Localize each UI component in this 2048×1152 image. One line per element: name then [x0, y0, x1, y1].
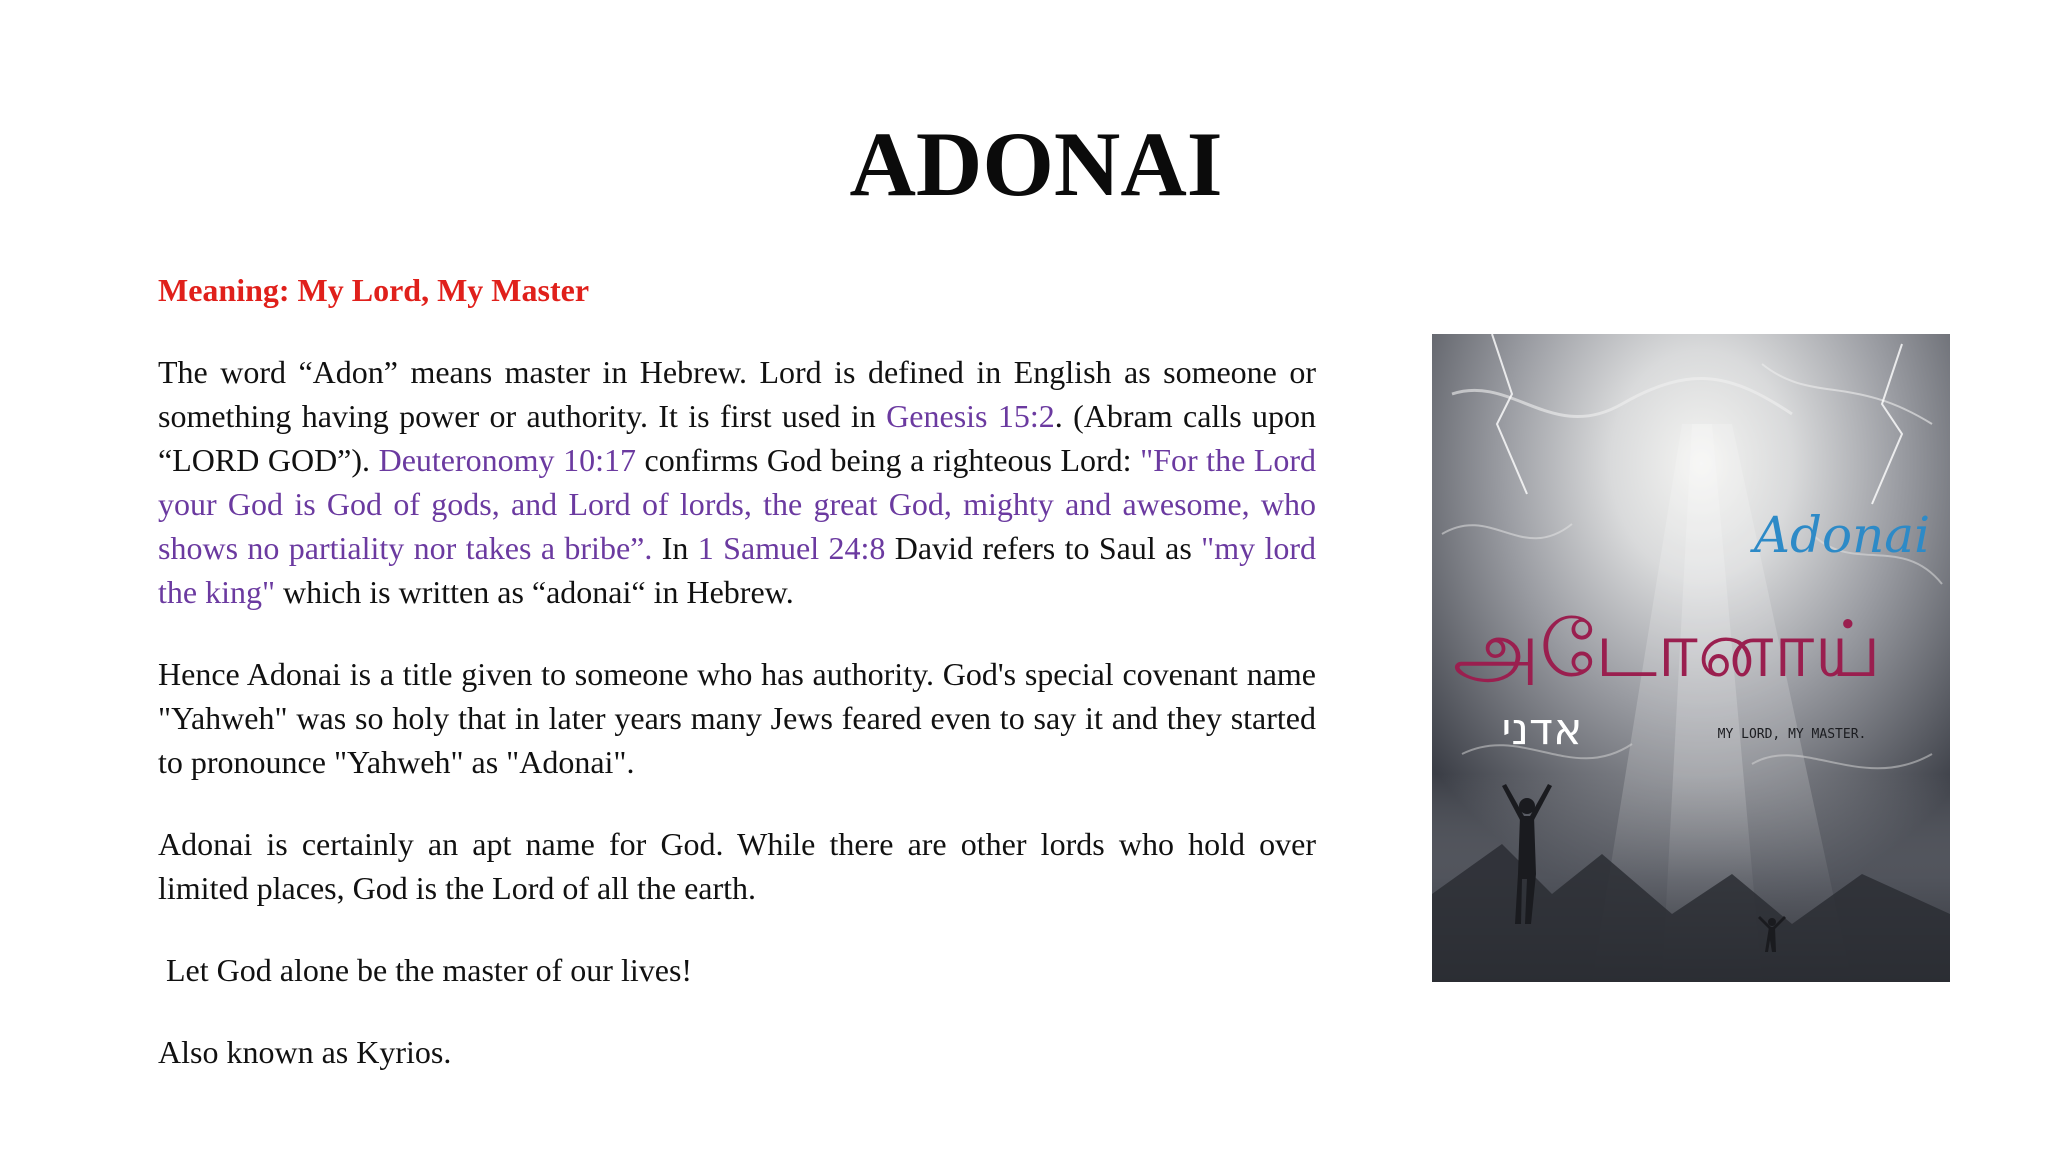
page-title: ADONAI [849, 113, 1223, 215]
reference-samuel: 1 Samuel 24:8 [697, 530, 886, 566]
image-word-latin: Adonai [1753, 506, 1931, 564]
image-word-tamil: அடோனாய் [1452, 605, 1882, 695]
text-segment: which is written as “adonai“ in Hebrew. [275, 574, 794, 610]
paragraph-exhortation: Let God alone be the master of our lives! [158, 952, 693, 988]
text-segment: The word “Adon” means master in Hebrew. Lord is defined in English as someone or something having power or authority. It is first used in [158, 354, 1316, 434]
text-segment: confirms God being a righteous Lord: [635, 442, 1141, 478]
image-caption: MY LORD, MY MASTER. [1717, 727, 1867, 742]
paragraph-definition [158, 350, 1316, 614]
meaning-heading: Meaning: My Lord, My Master [158, 272, 590, 308]
reference-deuteronomy: Deuteronomy 10:17 [378, 442, 636, 478]
reference-genesis: Genesis 15:2 [886, 398, 1055, 434]
scripture-quote-king: "my lord the king" [158, 530, 1317, 610]
artwork-svg [1432, 334, 1950, 982]
scripture-quote: "For the Lord your God is God of gods, and Lord of lords, the great God, mighty and awesome, who shows no partiality nor takes a bribe”. [158, 442, 1317, 566]
adonai-artwork [1432, 334, 1950, 982]
paragraph-apt-name: Adonai is certainly an apt name for God. While there are other lords who hold over limited places, God is the Lord of all the earth. [158, 826, 1316, 906]
image-word-hebrew: אדני [1501, 704, 1583, 755]
paragraph-title-authority: Hence Adonai is a title given to someone who has authority. God's special covenant name "Yahweh" was so holy that in later years many Jews feared even to say it and they started to pronounce "Yahweh" as "Adonai". [158, 656, 1316, 780]
text-segment: In [652, 530, 698, 566]
text-segment: . (Abram calls upon “LORD GOD”). [158, 398, 1317, 478]
paragraph-also-known: Also known as Kyrios. [158, 1034, 452, 1070]
text-segment: David refers to Saul as [885, 530, 1202, 566]
content-column [158, 268, 1316, 1112]
